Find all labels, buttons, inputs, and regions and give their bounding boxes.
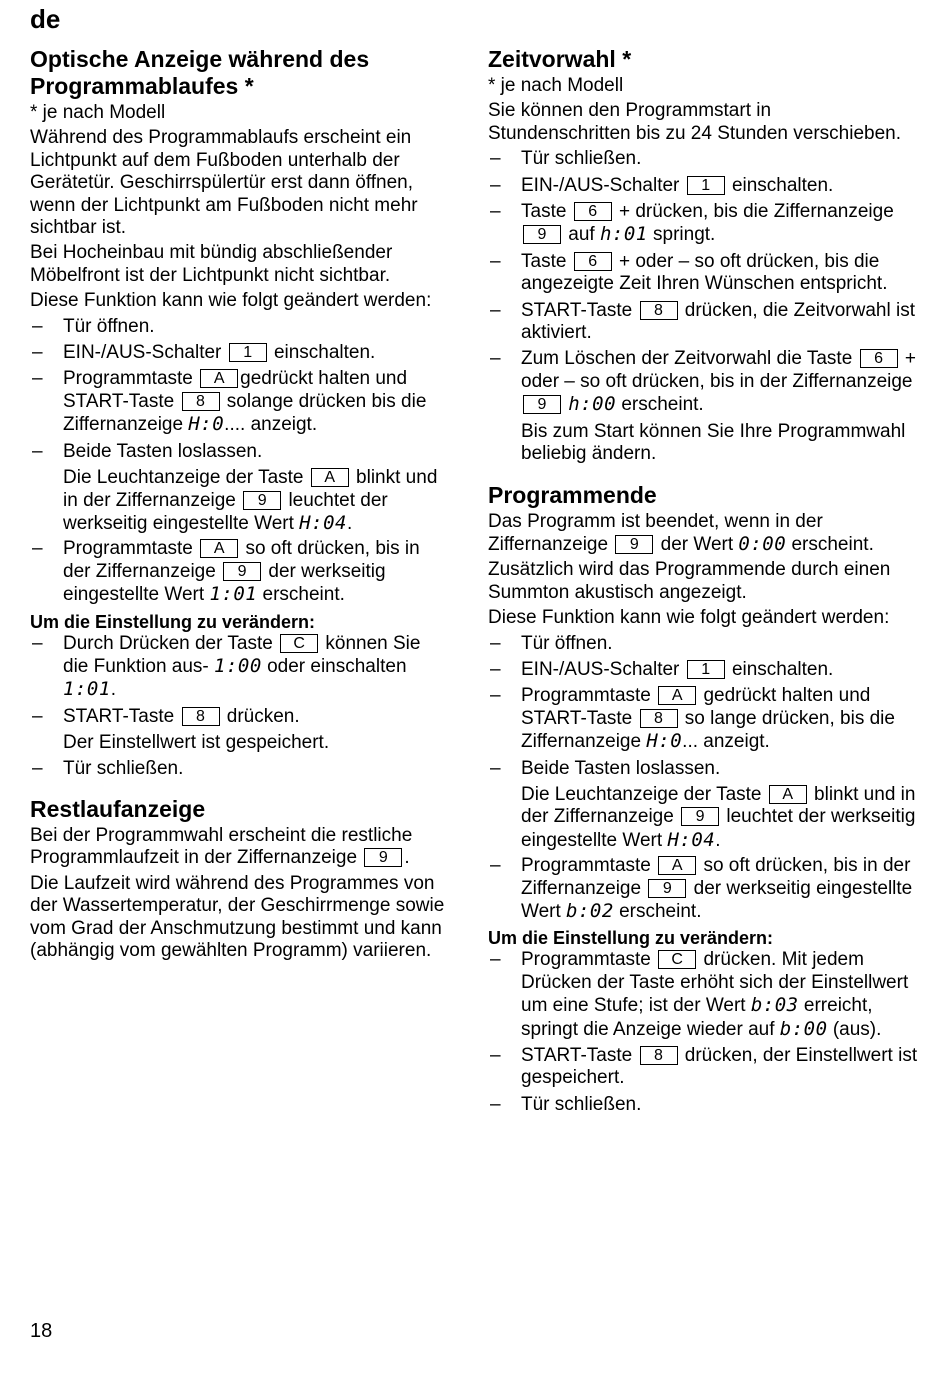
- step-list: [30, 316, 450, 463]
- display-value: H:0: [188, 413, 225, 436]
- list-item: – Tür schließen.: [488, 148, 918, 170]
- section-title-zeitvorwahl: Zeitvorwahl *: [488, 46, 632, 72]
- paragraph: Der Einstellwert ist gespeichert.: [63, 732, 330, 754]
- key-label: A: [200, 369, 238, 388]
- list-item: – Taste 6 + drücken, bis die Ziffernanzeige 9 auf h:01 springt.: [488, 201, 918, 247]
- display-value: b:00: [779, 1017, 828, 1040]
- key-label: A: [769, 785, 807, 804]
- key-label: 9: [648, 879, 686, 898]
- list-item: – EIN-/AUS-Schalter 1 einschalten.: [488, 659, 918, 681]
- list-item: – Programmtaste A so oft drücken, bis in der Ziffernanzeige 9 der werkseitig eingestellte Wert 1:01 erscheint.: [30, 538, 450, 606]
- paragraph: Das Programm ist beendet, wenn in der Ziffernanzeige 9 der Wert 0:00 erscheint.: [488, 510, 874, 555]
- section-title-programmende: Programmende: [488, 481, 657, 508]
- display-value: h:00: [568, 393, 617, 416]
- key-label: 9: [523, 225, 561, 244]
- key-label: 6: [574, 252, 612, 271]
- display-value: 1:01: [209, 583, 258, 606]
- paragraph: Diese Funktion kann wie folgt geändert werden:: [488, 607, 890, 629]
- key-label: A: [200, 539, 238, 558]
- key-label: 8: [182, 392, 220, 411]
- step-list: [30, 538, 450, 606]
- left-column: [30, 46, 450, 965]
- key-label: 9: [243, 491, 281, 510]
- list-item: – Programmtaste A so oft drücken, bis in der Ziffernanzeige 9 der werkseitig eingestellte Wert b:02 erscheint.: [488, 855, 918, 923]
- list-item: – Tür öffnen.: [488, 633, 918, 655]
- subheading: Um die Einstellung zu verändern:: [30, 611, 316, 632]
- key-label: 6: [574, 202, 612, 221]
- key-label: A: [658, 686, 696, 705]
- key-label: 9: [223, 562, 261, 581]
- step-list: [488, 855, 918, 923]
- display-value: 0:00: [738, 532, 787, 555]
- display-value: H:04: [299, 511, 347, 534]
- list-item: – Zum Löschen der Zeitvorwahl die Taste 6 + oder – so oft drücken, bis in der Ziffernanzeige 9 h:00 erscheint.: [488, 348, 918, 416]
- paragraph: Diese Funktion kann wie folgt geändert werden:: [30, 290, 432, 312]
- key-label: 8: [182, 707, 220, 726]
- list-item: – Tür schließen.: [488, 1094, 918, 1116]
- key-label: 9: [364, 848, 402, 867]
- paragraph: Die Leuchtanzeige der Taste A blinkt und in der Ziffernanzeige 9 leuchtet der werkseitig eingestellte Wert H:04.: [521, 783, 916, 851]
- key-label: 8: [640, 1046, 678, 1065]
- key-label: C: [280, 634, 318, 653]
- display-value: b:03: [750, 994, 799, 1017]
- paragraph: Während des Programmablaufs erscheint ein Lichtpunkt auf dem Fußboden unterhalb der Gerätetür. Geschirrspülertür erst dann öffnen, wenn der Lichtpunkt am Fußboden nicht mehr sichtbar ist.: [30, 127, 418, 239]
- display-value: H:0: [646, 730, 683, 753]
- list-item: – Beide Tasten loslassen.: [30, 441, 450, 463]
- list-item: – Programmtaste A gedrückt halten und START-Taste 8 solange drücken bis die Ziffernanzeige H:0.... anzeigt.: [30, 368, 450, 436]
- paragraph: Die Leuchtanzeige der Taste A blinkt und in der Ziffernanzeige 9 leuchtet der werkseitig eingestellte Wert H:04.: [63, 467, 438, 534]
- key-label: 1: [687, 176, 725, 195]
- right-column: [488, 46, 918, 1120]
- paragraph: Sie können den Programmstart in Stundenschritten bis zu 24 Stunden verschieben.: [488, 100, 901, 144]
- display-value: H:04: [667, 828, 716, 851]
- key-label: A: [658, 856, 696, 875]
- list-item: – START-Taste 8 drücken.: [30, 706, 450, 728]
- display-value: b:02: [566, 900, 614, 922]
- model-note: * je nach Modell: [30, 102, 166, 123]
- paragraph: Bei Hocheinbau mit bündig abschließender Möbelfront ist der Lichtpunkt nicht sichtbar.: [30, 242, 393, 286]
- page-number: 18: [30, 1320, 53, 1342]
- list-item: – Programmtaste C drücken. Mit jedem Drücken der Taste erhöht sich der Einstellwert um eine Stufe; ist der Wert b:03 erreicht, springt die Anzeige wieder auf b:00 (aus).: [488, 949, 918, 1041]
- model-note: * je nach Modell: [488, 75, 624, 96]
- step-list: [488, 148, 918, 416]
- subheading: Um die Einstellung zu verändern:: [488, 928, 774, 949]
- step-list: [30, 633, 450, 729]
- list-item: – Tür schließen.: [30, 758, 450, 780]
- list-item: – Tür öffnen.: [30, 316, 450, 338]
- display-value: 1:00: [214, 654, 262, 677]
- key-label: 1: [229, 343, 267, 362]
- key-label: 8: [640, 301, 678, 320]
- list-item: – EIN-/AUS-Schalter 1 einschalten.: [488, 175, 918, 197]
- key-label: 9: [615, 535, 653, 554]
- display-value: h:01: [599, 223, 648, 246]
- list-item: – Durch Drücken der Taste C können Sie die Funktion aus- 1:00 oder einschalten 1:01.: [30, 633, 450, 702]
- step-list: [30, 758, 450, 780]
- step-list: [488, 633, 918, 780]
- key-label: C: [658, 950, 696, 969]
- paragraph: Zusätzlich wird das Programmende durch einen Summton akustisch angezeigt.: [488, 559, 891, 603]
- key-label: 9: [523, 395, 561, 414]
- list-item: – Beide Tasten loslassen.: [488, 758, 918, 780]
- key-label: A: [311, 468, 349, 487]
- step-list: [488, 949, 918, 1116]
- list-item: – Programmtaste A gedrückt halten und START-Taste 8 so lange drücken, bis die Ziffernanzeige H:0... anzeigt.: [488, 685, 918, 753]
- paragraph: Die Laufzeit wird während des Programmes von der Wassertemperatur, der Geschirrmenge sowie vom Grad der Anschmutzung bestimmt und kann (abhängig vom gewählten Programm) variieren.: [30, 872, 445, 961]
- key-label: 1: [687, 660, 725, 679]
- list-item: – START-Taste 8 drücken, der Einstellwert ist gespeichert.: [488, 1045, 918, 1090]
- list-item: – Taste 6 + oder – so oft drücken, bis die angezeigte Zeit Ihren Wünschen entspricht.: [488, 251, 918, 296]
- section-title-restlaufanzeige: Restlaufanzeige: [30, 795, 206, 822]
- language-tag: de: [30, 4, 61, 34]
- key-label: 6: [860, 349, 898, 368]
- list-item: – EIN-/AUS-Schalter 1 einschalten.: [30, 342, 450, 364]
- key-label: 9: [681, 807, 719, 826]
- section-title-optische-anzeige: Optische Anzeige während des Programmablaufes *: [30, 46, 370, 99]
- key-label: 8: [640, 709, 678, 728]
- list-item: – START-Taste 8 drücken, die Zeitvorwahl ist aktiviert.: [488, 300, 918, 345]
- display-value: 1:01: [63, 678, 111, 701]
- paragraph: Bis zum Start können Sie Ihre Programmwahl beliebig ändern.: [521, 420, 906, 465]
- paragraph: Bei der Programmwahl erscheint die restliche Programmlaufzeit in der Ziffernanzeige 9 .: [30, 824, 413, 869]
